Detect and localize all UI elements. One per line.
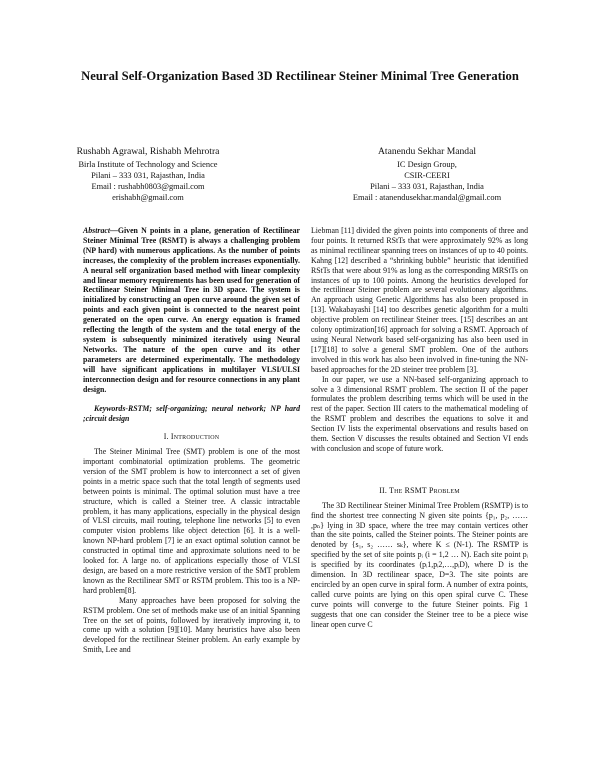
author-affiliation: IC Design Group,	[397, 159, 457, 169]
section-heading-introduction: I. Introduction	[163, 432, 220, 442]
column-spacer	[311, 454, 528, 478]
author-email: Email : rushabh0803@gmail.com	[91, 181, 205, 191]
abstract	[83, 226, 300, 394]
left-column	[83, 226, 300, 655]
right-column	[311, 226, 528, 630]
intro-paragraph-2: Many approaches have been proposed for solving the RSTM problem. One set of methods make use of an initial Spanning Tree on the set of points, followed by iteratively improving it, to come up with a solution [9][10]. Many heuristics have also been developed for the rectilinear Steiner problem. An early example by Smith, Lee and	[83, 595, 300, 655]
paper-title: Neural Self-Organization Based 3D Rectilinear Steiner Minimal Tree Generation	[81, 69, 519, 83]
author-email: Email : atanendusekhar.mandal@gmail.com	[352, 192, 502, 202]
author-address: Pilani – 333 031, Rajasthan, India	[370, 181, 484, 191]
outline-paragraph: In our paper, we use a NN-based self-organizing approach to solve a 3 dimensional RSMT problem. The section II of the paper formulates the problem describing terms which will be used in the rest of the paper. Section III caters to the mathematical modeling of the RSMT problem and describes the equations to solve it and Section IV lists the experimental observations and results based on them. Section V discusses the results obtained and Section VI ends with conclusion and scope of future work.	[311, 374, 528, 453]
author-block-2	[335, 147, 519, 204]
author-address: Pilani – 333 031, Rajasthan, India	[91, 170, 205, 180]
keywords: Keywords-RSTM; self-organizing; neural network; NP hard ;circuit design	[83, 404, 300, 424]
author-names: Rushabh Agrawal, Rishabh Mehrotra	[76, 146, 220, 157]
author-email-secondary: erishabh@gmail.com	[112, 192, 184, 202]
section-heading-rsmt: II. The RSMT Problem	[379, 485, 460, 495]
author-organization: CSIR-CEERI	[404, 170, 450, 180]
author-block-1	[56, 147, 240, 204]
author-affiliation: Birla Institute of Technology and Science	[78, 159, 218, 169]
abstract-label: Abstract	[83, 226, 111, 235]
abstract-text: —Given N points in a plane, generation of Rectilinear Steiner Minimal Tree (RSMT) is always a challenging problem (NP hard) with numerous applications. As the number of points increases, the complexity of the problem increases exponentially. A neural self organization based method with linear complexity and linear memory requirements has been used for generation of Rectilinear Steiner Minimal Tree in 3D space. The system is initialized by constructing an open curve around the given set of points and each given point is connected to the nearest point generated on the open curve. An energy equation is framed reflecting the length of the system and the total energy of the system is subsequently minimized iteratively using Neural Networks. The nature of the open curve and its other parameters are determined experimentally. The methodology will have significant applications in multilayer VLSI/ULSI interconnection design and for resource connections in any plant design.	[83, 226, 300, 394]
related-work-paragraph: Liebman [11] divided the given points into components of three and four points. It returned RStTs that were approximately 92% as long as minimal rectilinear spanning trees on instances of up to 40 points. Kahng [12] described a “shrinking bubble” heuristic that identified RStTs that were about 91% as long as the corresponding MRStTs on instances of up to 100 points. Among the heuristics developed for the rectilinear Steiner problem are several evolutionary algorithms. An approach using Genetic Algorithms has also been proposed in [13]. Wakabayashi [14] too describes genetic algorithm for a multi objective problem on rectilinear Steiner trees. [15] describes an ant colony optimization[16] approach for solving a RSMT. Approach of using Neural Network based self-organizing has also been used in [17][18] to solve a general SMT problem. One of the authors involved in this work has also been involved in fine-tuning the NN-based approaches for the 2D steiner tree problem [3].	[311, 226, 528, 374]
author-names: Atanendu Sekhar Mandal	[377, 146, 477, 157]
intro-paragraph-1: The Steiner Minimal Tree (SMT) problem is one of the most important combinatorial optimization problems. The geometric version of the SMT problem is how to interconnect a set of given points in a metric space such that the total length of segments used between points is minimal. The optimal solution must have a tree structure, which is called a Steiner tree. A classic intractable problem, it has many applications, especially in the physical design of VLSI circuits, mail routing, telephone line networks [5] to even computer vision problems like object detection [6]. It is a well-known NP-hard problem [7] ie an exact optimal solution cannot be constructed in optimal time and approximate solutions need to be looked for. A large no. of applications especially those of VLSI design, are based on a more restrictive version of the SMT problem known as the Rectilinear SMT or RSTM problem. This too is a NP-hard problem[8].	[83, 447, 300, 595]
rsmt-paragraph-1: The 3D Rectilinear Steiner Minimal Tree Problem (RSMTP) is to find the shortest tree connecting N given site points {p₁, p₂, …… ,pₙ} lying in 3D space, where the tree may contain vertices other than the site points, called the Steiner points. The Steiner points are denoted by {s₁, s₂ …… sₖ}, where K ≤ (N-1). The RSMTP is specified by the set of site points pᵢ (i = 1,2 … N). Each site point pᵢ is specified by its coordinates (pᵢ1,pᵢ2,…,pᵢD), where D is the dimension. In 3D rectilinear space, D=3. The site points are encircled by an open curve in spiral form. A number of extra points, called curve points are lying on this open spiral curve C. These curve points will converge to the future Steiner points. Fig 1 suggests that one can consider the Steiner tree to be a piece wise linear open curve C	[311, 500, 528, 629]
